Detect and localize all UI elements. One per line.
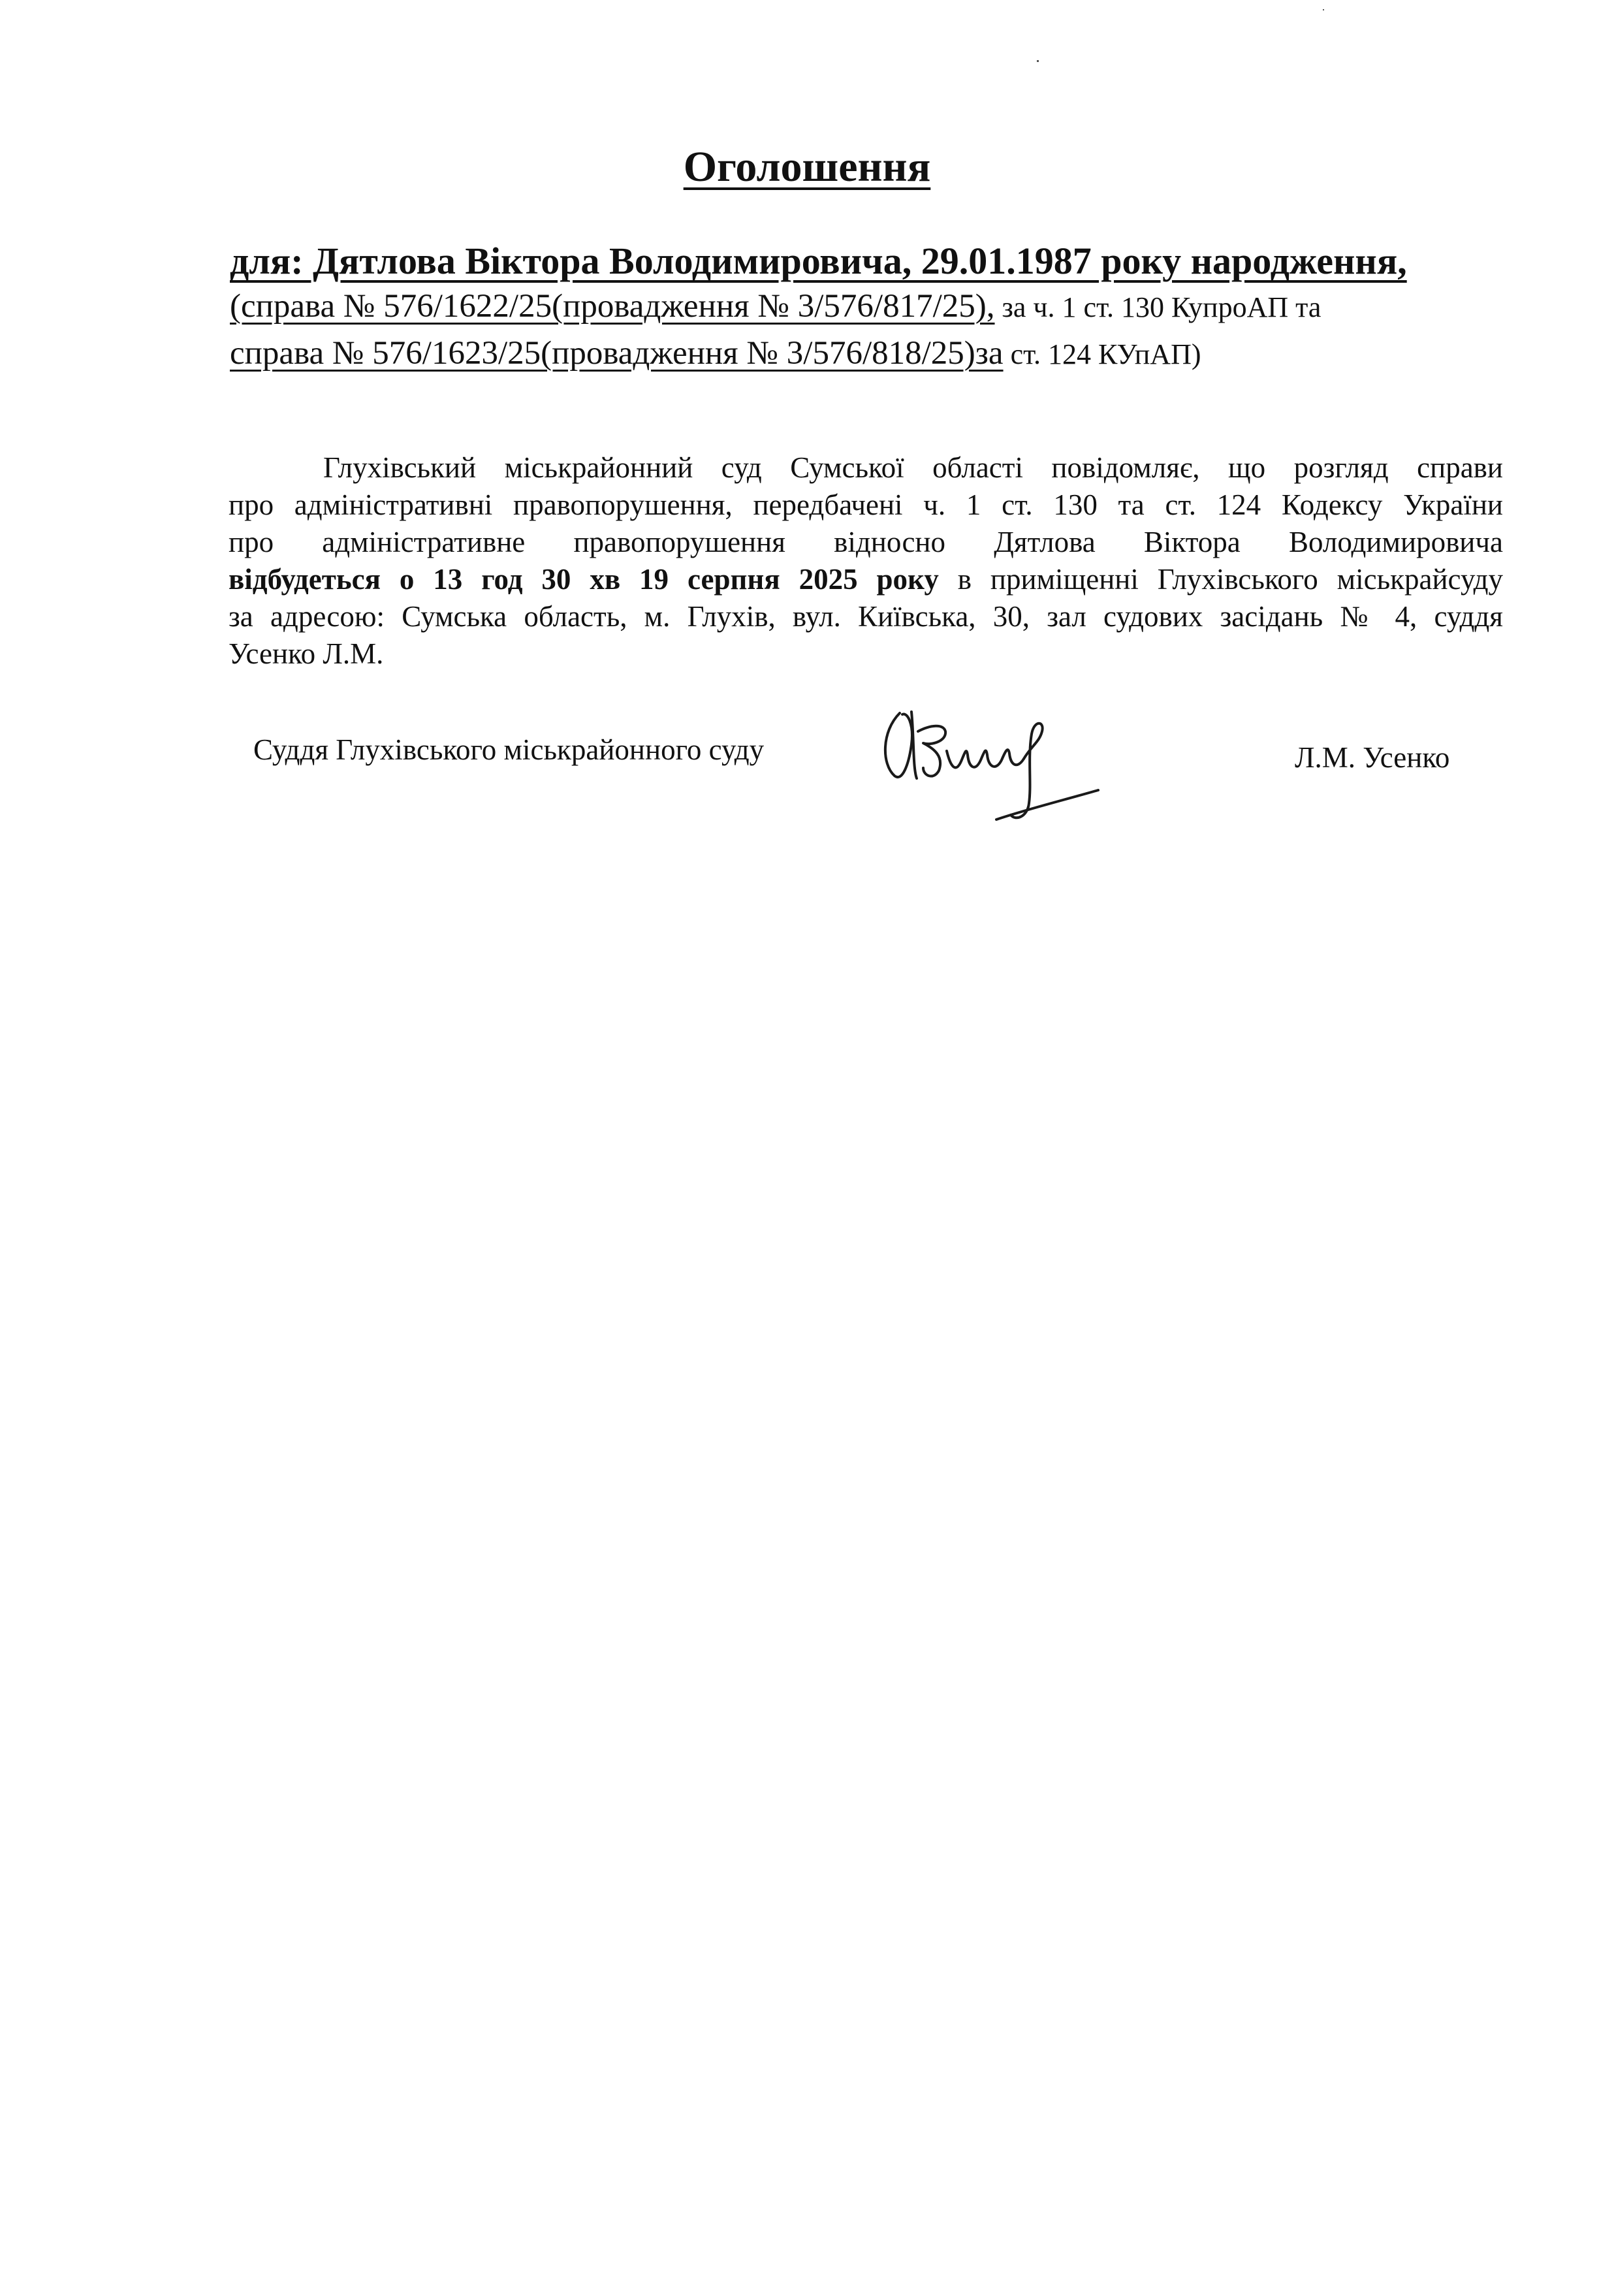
hearing-datetime: відбудеться о 13 год 30 хв 19 серпня 2025 року bbox=[229, 563, 939, 596]
case-1-reference: (справа № 576/1622/25(провадження № 3/576/817/25), bbox=[230, 288, 995, 325]
handwritten-signature bbox=[868, 705, 1116, 836]
case-1-article: за ч. 1 ст. 130 КупроАП та bbox=[994, 291, 1321, 323]
judge-name: Л.М. Усенко bbox=[1295, 741, 1450, 774]
body-line-2: про адміністративні правопорушення, передбачені ч. 1 ст. 130 та ст. 124 Кодексу України bbox=[229, 488, 1503, 521]
addressee-line: для: Дятлова Віктора Володимировича, 29.01.1987 року народження, bbox=[230, 240, 1407, 282]
case-2-article: ст. 124 КУпАП) bbox=[1003, 338, 1201, 370]
body-line-3: про адміністративне правопорушення відносно Дятлова Віктора Володимировича bbox=[229, 526, 1503, 558]
body-line-4 bbox=[229, 561, 1503, 598]
body-line-5: за адресою: Сумська область, м. Глухів, вул. Київська, 30, зал судових засідань № 4, суддя bbox=[229, 600, 1503, 633]
scan-speck bbox=[1323, 9, 1324, 10]
case-line-2 bbox=[230, 334, 1201, 372]
hearing-location: в приміщенні Глухівського міськрайсуду bbox=[938, 563, 1504, 596]
body-line-1: Глухівський міськрайонний суд Сумської області повідомляє, що розгляд справи bbox=[323, 451, 1503, 484]
body-line-6: Усенко Л.М. bbox=[229, 637, 384, 670]
judge-title: Суддя Глухівського міськрайонного суду bbox=[253, 733, 765, 766]
case-2-reference: справа № 576/1623/25(провадження № 3/576/818/25)за bbox=[230, 335, 1004, 372]
scan-speck bbox=[1037, 60, 1039, 62]
case-line-1 bbox=[230, 287, 1321, 325]
document-title: Оголошення bbox=[683, 143, 931, 191]
